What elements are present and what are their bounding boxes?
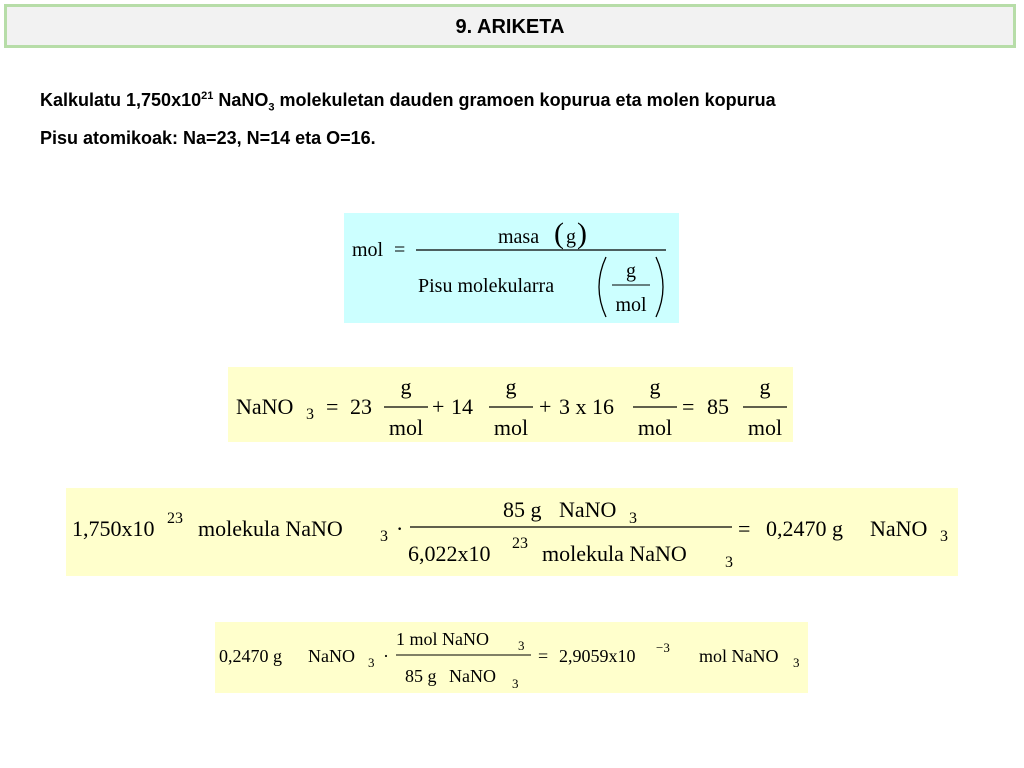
avogadro-number: 6,022x10 (408, 541, 491, 566)
denominator-label: molekula NaNO (542, 541, 687, 566)
mol-formula-box (344, 213, 679, 323)
moles-result: 2,9059x10 (559, 646, 636, 666)
problem-compound: NaNO (213, 90, 269, 110)
molecule-subscript: 3 (380, 528, 388, 545)
unit-mol-3: mol (637, 415, 673, 440)
masa-label: masa (498, 226, 540, 248)
problem-statement (40, 90, 776, 114)
molecule-count: 1,750x10 (72, 516, 155, 541)
equals-sign: = (538, 646, 549, 666)
equals-sign: = (738, 516, 751, 541)
sodium-weight: 23 (350, 394, 372, 419)
mass-value: 0,2470 g (219, 646, 282, 666)
page-title: 9. ARIKETA (455, 16, 565, 38)
paren-close: ) (577, 217, 587, 250)
molecular-weight-label: Pisu molekularra (418, 275, 555, 297)
plus-sign-1: + (432, 394, 445, 419)
masa-unit: g (566, 226, 576, 248)
moles-result-exponent: −3 (656, 640, 670, 655)
problem-text-start: Kalkulatu 1,750x10 (40, 90, 202, 110)
result-subscript: 3 (940, 528, 948, 545)
mass-calculation-box (66, 488, 958, 576)
mass-numerator: 85 g (503, 497, 542, 522)
big-paren-close (656, 257, 663, 317)
compound-name: NaNO (236, 394, 294, 419)
molar-mass-box (228, 367, 793, 442)
molar-mass-formula (228, 367, 793, 442)
multiplication-dot: · (396, 516, 404, 541)
unit-g-4: g (759, 374, 771, 399)
multiplication-dot: · (383, 646, 389, 666)
mass-calculation-formula (66, 488, 958, 576)
molecule-label: molekula NaNO (198, 516, 343, 541)
mass-denominator: 85 g (405, 666, 437, 686)
denominator-subscript: 3 (512, 676, 519, 691)
moles-calculation-formula (215, 622, 808, 693)
plus-sign-2: + (539, 394, 552, 419)
numerator-subscript: 3 (629, 510, 637, 527)
mass-compound: NaNO (308, 646, 355, 666)
atomic-weights: Pisu atomikoak: Na=23, N=14 eta O=16. (40, 128, 376, 148)
oxygen-weight: 3 x 16 (559, 394, 614, 419)
denominator-compound: NaNO (449, 666, 496, 686)
problem-compound-subscript: 3 (268, 101, 275, 114)
mol-numerator-subscript: 3 (518, 638, 525, 653)
moles-calculation-box (215, 622, 808, 693)
moles-result-subscript: 3 (793, 655, 800, 670)
problem-exponent: 21 (201, 90, 214, 102)
avogadro-exponent: 23 (512, 535, 528, 552)
equals-sign-1: = (326, 394, 339, 419)
problem-text-end: molekuletan dauden gramoen kopurua eta molen kopurua (274, 90, 776, 110)
title-bar (4, 4, 1016, 48)
denominator-subscript: 3 (725, 554, 733, 571)
unit-mol-1: mol (388, 415, 424, 440)
mol-formula (344, 213, 679, 323)
mass-compound-subscript: 3 (368, 655, 375, 670)
unit-g: g (626, 260, 636, 282)
compound-subscript: 3 (306, 406, 314, 423)
big-paren-open (599, 257, 606, 317)
paren-open: ( (554, 217, 564, 250)
molar-mass-result: 85 (707, 394, 729, 419)
equals-sign-2: = (682, 394, 695, 419)
unit-g-1: g (400, 374, 412, 399)
numerator-compound: NaNO (559, 497, 617, 522)
result-compound: NaNO (870, 516, 928, 541)
mass-result: 0,2470 g (766, 516, 843, 541)
mol-label: mol (352, 239, 384, 261)
mol-numerator: 1 mol NaNO (396, 629, 489, 649)
unit-mol: mol (615, 294, 647, 316)
molecule-count-exponent: 23 (167, 510, 183, 527)
equals-sign: = (394, 239, 406, 261)
moles-result-unit: mol NaNO (699, 646, 779, 666)
nitrogen-weight: 14 (451, 394, 473, 419)
unit-mol-4: mol (747, 415, 783, 440)
unit-g-2: g (505, 374, 517, 399)
unit-g-3: g (649, 374, 661, 399)
unit-mol-2: mol (493, 415, 529, 440)
